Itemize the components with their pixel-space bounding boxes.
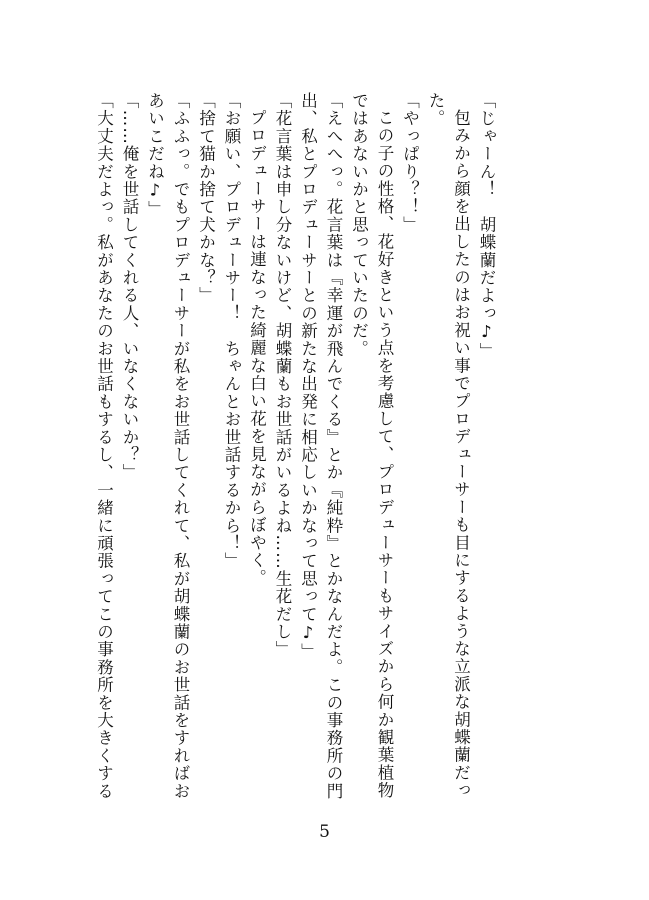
dialogue-line: 「ふふっ。でもプロデューサーが私をお世話してくれて、私が胡蝶蘭のお世話をすればお <box>171 92 190 800</box>
narration-line: この子の性格、花好きという点を考慮して、プロデューサーもサイズから何か観葉植物 <box>375 108 394 799</box>
dialogue-line: 「花言葉は申し分ないけど、胡蝶蘭もお世話がいるよね……生花だし」 <box>273 92 292 659</box>
dialogue-line: 「えへへっ。花言葉は『幸運が飛んでくる』とか『純粋』とかなんだよ。この事務所の門 <box>324 92 343 800</box>
vertical-text-body <box>94 92 499 800</box>
dialogue-line: 「大丈夫だよっ。私があなたのお世話もするし、一緒に頑張ってこの事務所を大きくする <box>94 92 114 800</box>
narration-line: 包みから顔を出したのはお祝い事でプロデューサーも目にするような立派な胡蝶蘭だっ <box>451 108 471 799</box>
dialogue-line: 「……俺を世話してくれる人、いなくないか？」 <box>120 92 139 482</box>
dialogue-line: あいこだね♪」 <box>145 92 165 219</box>
narration-line: ではあないかと思っていたのだ。 <box>349 92 369 358</box>
narration-line: プロデューサーは連なった綺麗な白い花を見ながらぼやく。 <box>247 108 267 587</box>
page-number: 5 <box>319 822 330 842</box>
dialogue-line: 出、私とプロデューサーとの新たな出発に相応しいかなって思って♪」 <box>298 92 318 661</box>
dialogue-line: 「捨て猫か捨て犬かな？」 <box>196 92 216 305</box>
narration-line: た。 <box>426 92 445 128</box>
dialogue-line: 「お願い、プロデューサー！ ちゃんとお世話するから！」 <box>222 92 241 570</box>
dialogue-line: 「やっぱり？！」 <box>400 92 420 234</box>
dialogue-line: 「じゃーん！ 胡蝶蘭だよっ♪」 <box>477 92 496 360</box>
